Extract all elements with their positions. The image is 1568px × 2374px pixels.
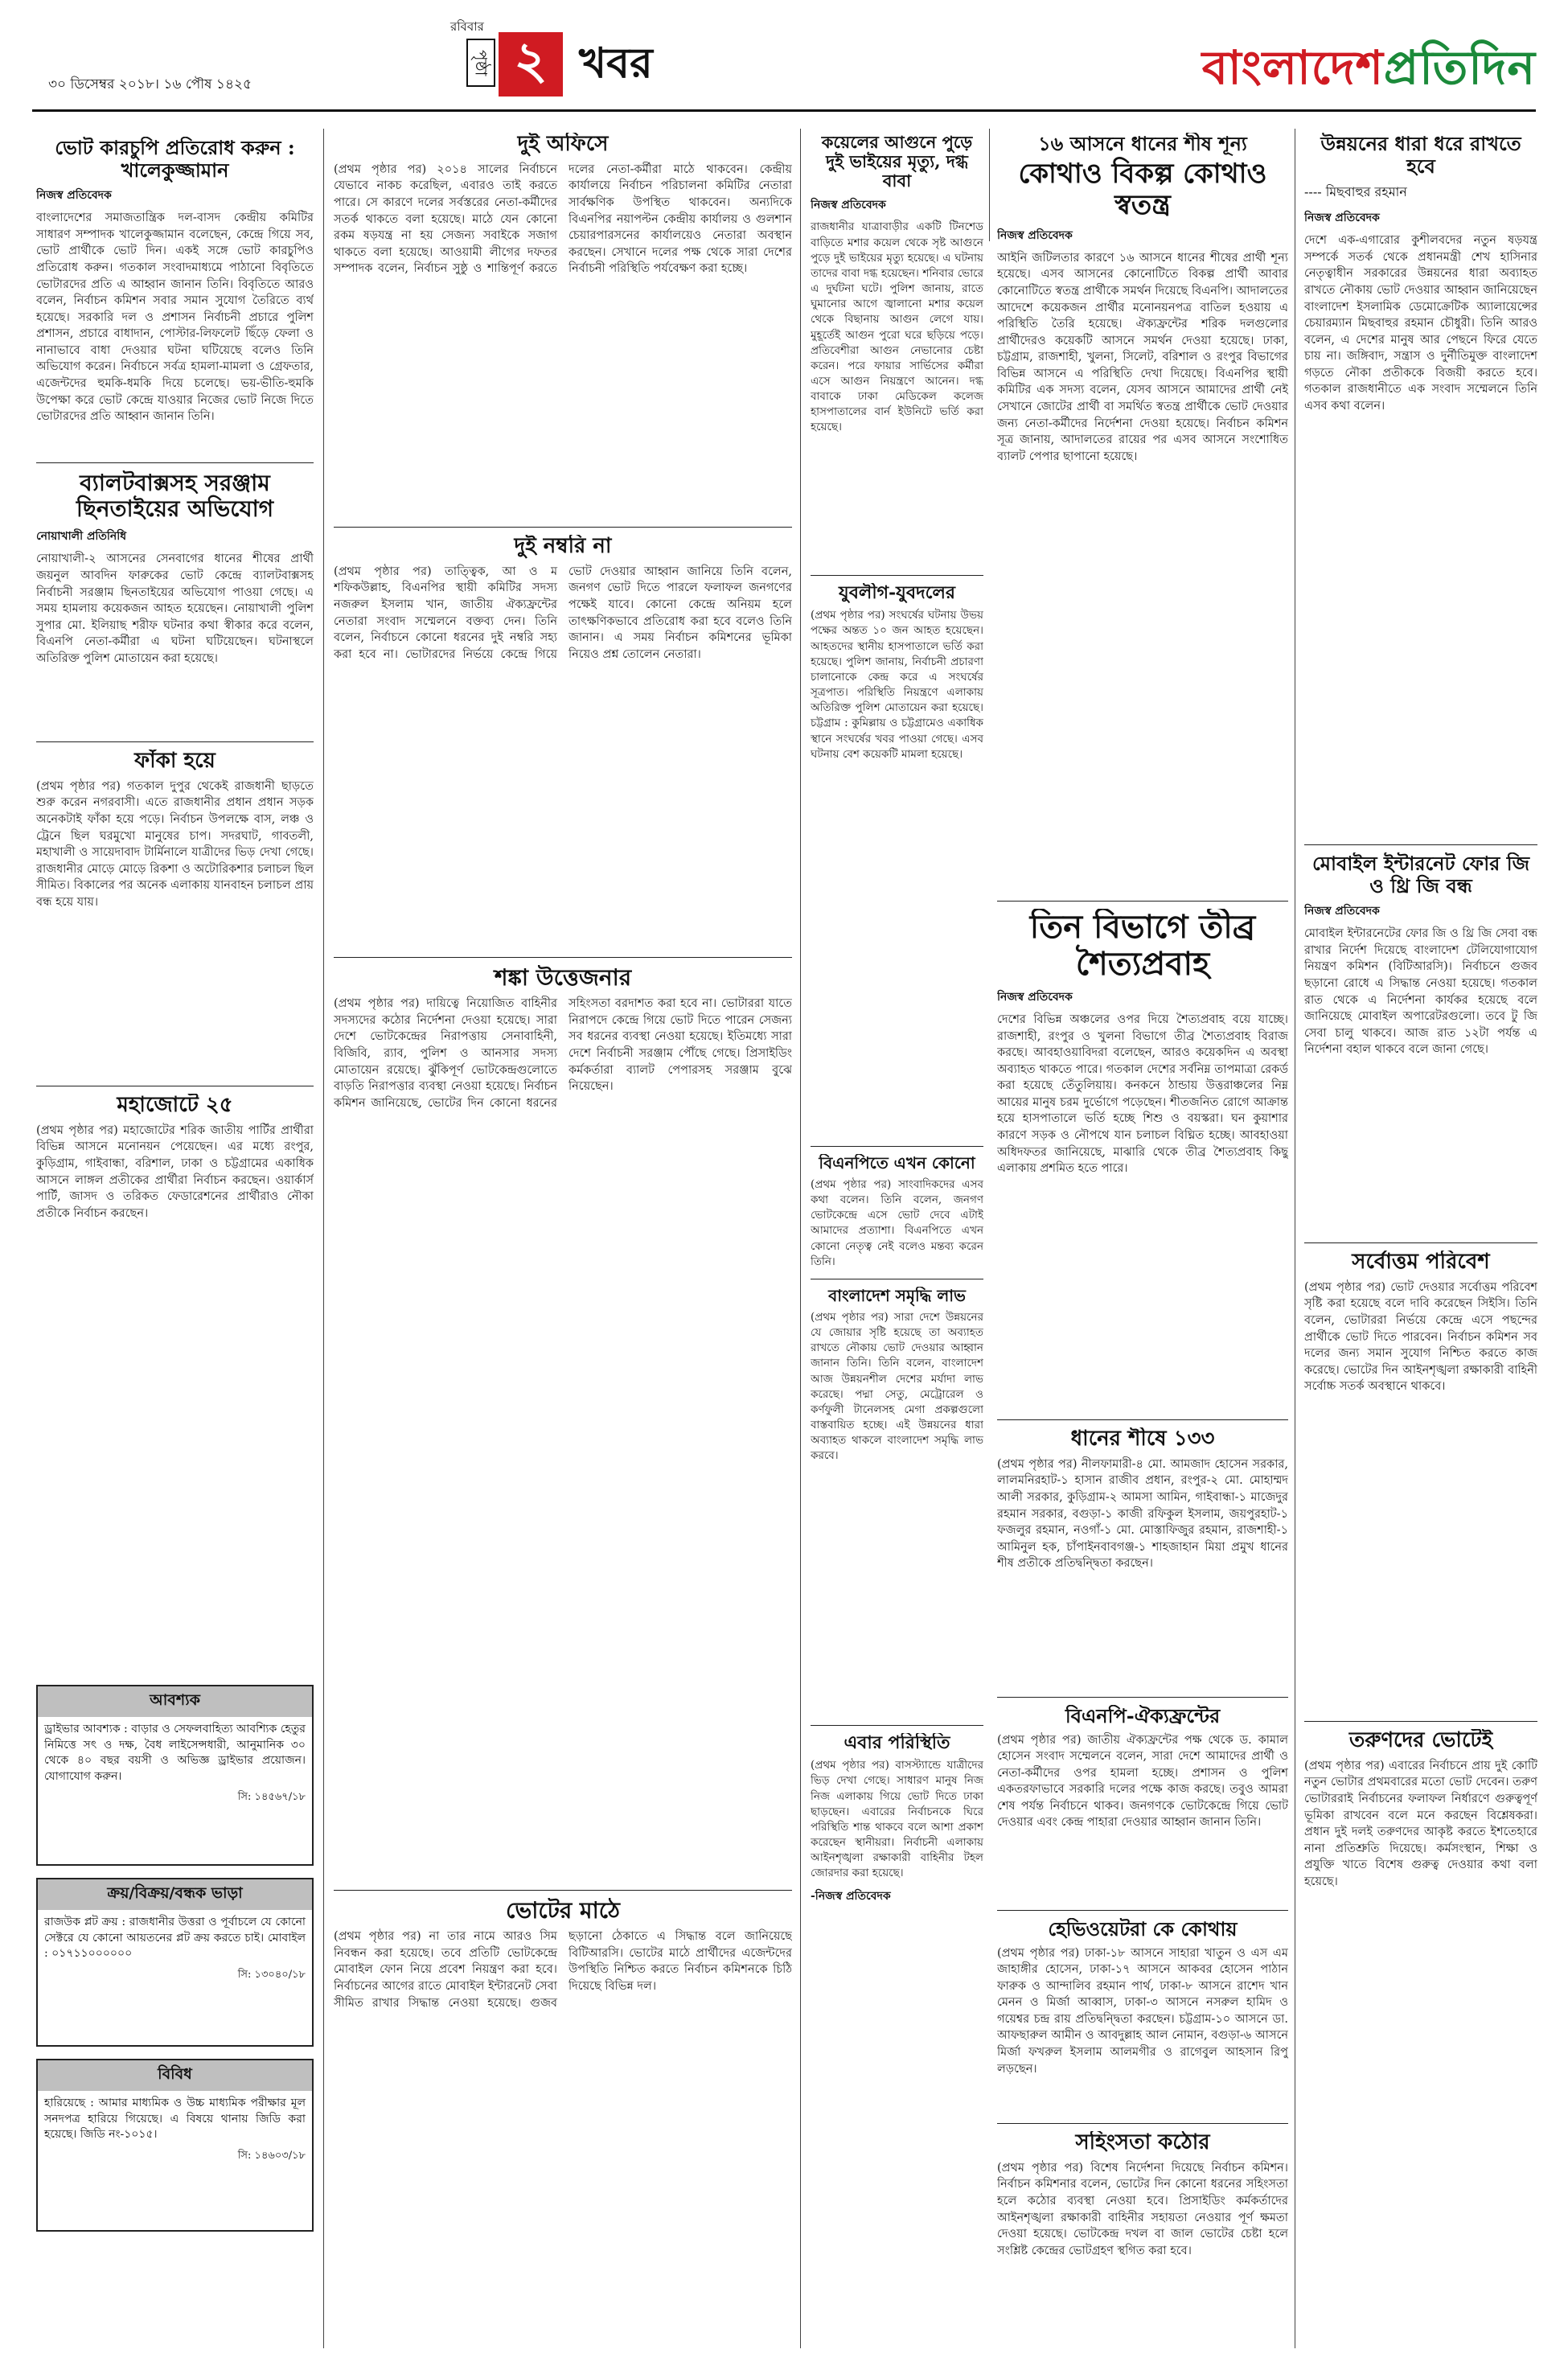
divider — [334, 1890, 792, 1891]
divider — [811, 575, 983, 576]
article-body: (প্রথম পৃষ্ঠার পর) জাতীয় ঐক্যফ্রন্টের পক্ষ থেকে ড. কামাল হোসেন সংবাদ সম্মেলনে বলেন, সারা দেশে আমাদের প্রার্থী ও নেতা-কর্মীদের ওপর হামলা হচ্ছে। প্রশাসন ও পুলিশ একতরফাভাবে সরকারি দলের পক্ষে কাজ করছে। তবুও আমরা শেষ পর্যন্ত নির্বাচনে থাকব। জনগণকে ভোটকেন্দ্রে গিয়ে ভোট দেওয়ার এবং কেন্দ্র পাহারা দেওয়ার আহ্বান জানান তিনি। — [997, 1733, 1288, 1830]
article-body: (প্রথম পৃষ্ঠার পর) দায়িত্বে নিয়োজিত বাহিনীর সদস্যদের কঠোর নির্দেশনা দেওয়া হয়েছে। সারা দেশে ভোটকেন্দ্রের নিরাপত্তায় সেনাবাহিনী, বিজিবি, র‌্যাব, পুলিশ ও আনসার সদস্য মোতায়েন রয়েছে। ঝুঁকিপূর্ণ ভোটকেন্দ্রগুলোতে বাড়তি নিরাপত্তার ব্যবস্থা নেওয়া হয়েছে। নির্বাচন কমিশন জানিয়েছে, ভোটের দিন কোনো ধরনের সহিংসতা বরদাশত করা হবে না। ভোটাররা যাতে নিরাপদে কেন্দ্রে গিয়ে ভোট দিতে পারেন সেজন্য সব ধরনের ব্যবস্থা নেওয়া হয়েছে। ইতিমধ্যে সারা দেশে নির্বাচনী সরঞ্জাম পৌঁছে গেছে। প্রিসাইডিং কর্মকর্তারা ব্যালট পেপারসহ সরঞ্জাম বুঝে নিয়েছেন। — [334, 997, 792, 1110]
divider — [1304, 1242, 1537, 1243]
classified-head: ক্রয়/বিক্রয়/বন্ধক ভাড়া — [38, 1879, 312, 1910]
headline: কয়েলের আগুনে পুড়ে দুই ভাইয়ের মৃত্যু, দগ্ধ বাবা — [821, 133, 973, 191]
column-divider — [989, 129, 990, 241]
classified-head: বিবিধ — [38, 2060, 312, 2091]
divider — [997, 1697, 1288, 1698]
classified-text: হারিয়েছে : আমার মাধ্যমিক ও উচ্চ মাধ্যমিক পরীক্ষার মূল সনদপত্র হারিয়ে গিয়েছে। এ বিষয়ে থানায় জিডি করা হয়েছে। জিডি নং-১০১৫। — [44, 2097, 306, 2142]
headline: ব্যালটবাক্সসহ সরঞ্জাম ছিনতাইয়ের অভিযোগ — [76, 470, 274, 523]
classified-head: আবশ্যক — [38, 1686, 312, 1717]
divider — [997, 901, 1288, 902]
page-word: পৃষ্ঠা — [466, 39, 495, 87]
column-divider — [323, 129, 324, 2348]
logo-main: বাংলাদেশ — [1201, 40, 1384, 95]
story-development — [1304, 133, 1537, 840]
article-body: (প্রথম পৃষ্ঠার পর) সারা দেশে উন্নয়নের যে জোয়ার সৃষ্টি হয়েছে তা অব্যাহত রাখতে নৌকায় ভোট দেওয়ার আহ্বান জানান তিনি। তিনি বলেন, বাংলাদেশ আজ উন্নয়নশীল দেশের মর্যাদা লাভ করেছে। পদ্মা সেতু, মেট্রোরেল ও কর্ণফুলী টানেলসহ মেগা প্রকল্পগুলো বাস্তবায়িত হচ্ছে। এই উন্নয়নের ধারা অব্যাহত থাকলে বাংলাদেশ সমৃদ্ধি লাভ করবে। — [811, 1311, 983, 1463]
article-body: মোবাইল ইন্টারনেটের ফোর জি ও থ্রি জি সেবা বন্ধ রাখার নির্দেশ দিয়েছে বাংলাদেশ টেলিযোগাযোগ নিয়ন্ত্রণ কমিশন (বিটিআরসি)। নির্বাচনে গুজব ছড়ানো রোধে এ সিদ্ধান্ত নেওয়া হয়েছে। গতকাল রাত থেকে এ নির্দেশনা কার্যকর হয়েছে বলে জানিয়েছে মোবাইল অপারেটরগুলো। তবে টু জি সেবা চালু থাকবে। আজ রাত ১২টা পর্যন্ত এ নির্দেশনা বহাল থাকবে বলে জানা গেছে। — [1304, 927, 1537, 1057]
byline: নিজস্ব প্রতিবেদক — [997, 228, 1073, 242]
column-divider — [800, 129, 801, 2348]
byline: -নিজস্ব প্রতিবেদক — [811, 1889, 891, 1903]
article-body: (প্রথম পৃষ্ঠার পর) না তার নামে আরও সিম নিবন্ধন করা হয়েছে। তবে প্রতিটি ভোটকেন্দ্রে মোবাইল ফোন নিয়ে প্রবেশ নিয়ন্ত্রণ করা হবে। নির্বাচনের আগের রাতে মোবাইল ইন্টারনেট সেবা সীমিত রাখার সিদ্ধান্ত নেওয়া হয়েছে। গুজব ছড়ানো ঠেকাতে এ সিদ্ধান্ত বলে জানিয়েছে বিটিআরসি। ভোটের মাঠে প্রার্থীদের এজেন্টদের উপস্থিতি নিশ্চিত করতে নির্বাচন কমিশনকে চিঠি দিয়েছে বিভিন্ন দল। — [334, 1930, 792, 2010]
classified-buy-sell — [36, 1878, 314, 2047]
headline: ভোটের মাঠে — [506, 1898, 620, 1924]
story-no-fraud — [334, 535, 792, 953]
divider — [811, 1725, 983, 1726]
article-body: (প্রথম পৃষ্ঠার পর) ভোট দেওয়ার সর্বোত্তম পরিবেশ সৃষ্টি করা হয়েছে বলে দাবি করেছেন সিইসি। তিনি বলেন, ভোটাররা নির্ভয়ে কেন্দ্রে এসে পছন্দের প্রার্থীকে ভোট দিতে পারবেন। নির্বাচন কমিশন সব দলের জন্য সমান সুযোগ নিশ্চিত করতে কাজ করেছে। ভোটের দিন আইনশৃঙ্খলা রক্ষাকারী বাহিনী সর্বোচ্চ সতর্ক অবস্থানে থাকবে। — [1304, 1280, 1537, 1394]
article-body: (প্রথম পৃষ্ঠার পর) এবারের নির্বাচনে প্রায় দুই কোটি নতুন ভোটার প্রথমবারের মতো ভোট দেবেন। তরুণ ভোটাররাই নির্বাচনের ফলাফল নির্ধারণে গুরুত্বপূর্ণ ভূমিকা রাখবেন বলে মনে করছেন বিশ্লেষকরা। প্রধান দুই দলই তরুণদের আকৃষ্ট করতে ইশতেহারে নানা প্রতিশ্রুতি দিয়েছে। কর্মসংস্থান, শিক্ষা ও প্রযুক্তি খাতে বিশেষ গুরুত্ব দেওয়ার কথা বলা হয়েছে। — [1304, 1759, 1537, 1888]
story-best-environment — [1304, 1251, 1537, 1717]
divider — [997, 1910, 1288, 1911]
classified-ref: সি: ১৪৬০৩/১৮ — [237, 2149, 306, 2162]
issue-date: ৩০ ডিসেম্বর ২০১৮। ১৬ পৌষ ১৪২৫ — [48, 76, 252, 92]
byline: নিজস্ব প্রতিবেদক — [1304, 905, 1380, 918]
byline: নিজস্ব প্রতিবেদক — [811, 199, 886, 212]
article-body: রাজধানীর যাত্রাবাড়ীর একটি টিনশেড বাড়িতে মশার কয়েল থেকে সৃষ্ট আগুনে পুড়ে দুই ভাইয়ের মৃত্যু হয়েছে। এ ঘটনায় তাদের বাবা দগ্ধ হয়েছেন। শনিবার ভোরে এ দুর্ঘটনা ঘটে। পুলিশ জানায়, রাতে ঘুমানোর আগে জ্বালানো মশার কয়েল থেকে বিছানায় আগুন লেগে যায়। মুহূর্তেই আগুন পুরো ঘরে ছড়িয়ে পড়ে। প্রতিবেশীরা আগুন নেভানোর চেষ্টা করেন। পরে ফায়ার সার্ভিসের কর্মীরা এসে আগুন নিয়ন্ত্রণে আনেন। দগ্ধ বাবাকে ঢাকা মেডিকেল কলেজ হাসপাতালের বার্ন ইউনিটে ভর্তি করা হয়েছে। — [811, 220, 983, 434]
article-body: (প্রথম পৃষ্ঠার পর) সাংবাদিকদের এসব কথা বলেন। তিনি বলেন, জনগণ ভোটকেন্দ্রে এসে ভোট দেবে এটাই আমাদের প্রত্যাশা। বিএনপিতে এখন কোনো নেতৃত্ব নেই বলেও মন্তব্য করেন তিনি। — [811, 1178, 983, 1268]
headline: সর্বোত্তম পরিবেশ — [1352, 1251, 1490, 1274]
headline: বিএনপিতে এখন কোনো — [819, 1154, 975, 1173]
day-label: রবিবার — [450, 19, 484, 34]
headline: বাংলাদেশ সমৃদ্ধি লাভ — [828, 1287, 966, 1305]
story-vote-rigging — [36, 137, 314, 458]
byline: নোয়াখালী প্রতিনিধি — [36, 530, 127, 544]
masthead — [32, 0, 1536, 121]
headline: যুবলীগ-যুবদলের — [839, 583, 955, 603]
newspaper-logo — [1202, 32, 1536, 110]
classified-wanted — [36, 1685, 314, 1866]
byline: নিজস্ব প্রতিবেদক — [36, 189, 112, 203]
article-body: (প্রথম পৃষ্ঠার পর) মহাজোটের শরিক জাতীয় পার্টির প্রার্থীরা বিভিন্ন আসনে মনোনয়ন পেয়েছেন। এর মধ্যে রংপুর, কুড়িগ্রাম, গাইবান্ধা, বরিশাল, ঢাকা ও চট্টগ্রামের একাধিক আসনে লাঙ্গল প্রতীকের প্রার্থীরা নির্বাচন করছেন। ওয়ার্কার্স পার্টি, জাসদ ও তরিকত ফেডারেশনের প্রার্থীরাও নৌকা প্রতীকে নির্বাচন করছেন। — [36, 1123, 314, 1220]
story-empty-city — [36, 750, 314, 1079]
divider — [334, 957, 792, 958]
article-body: (প্রথম পৃষ্ঠার পর) সংঘর্ষের ঘটনায় উভয় পক্ষের অন্তত ১০ জন আহত হয়েছেন। আহতদের স্থানীয় হাসপাতালে ভর্তি করা হয়েছে। পুলিশ জানায়, নির্বাচনী প্রচারণা চালানোকে কেন্দ্র করে এ সংঘর্ষের সূত্রপাত। পরিস্থিতি নিয়ন্ত্রণে এলাকায় অতিরিক্ত পুলিশ মোতায়েন করা হয়েছে। চট্টগ্রাম : কুমিল্লায় ও চট্টগ্রামেও একাধিক স্থানে সংঘর্ষের খবর পাওয়া গেছে। এসব ঘটনায় বেশ কয়েকটি মামলা হয়েছে। — [811, 609, 983, 761]
divider — [997, 2123, 1288, 2124]
story-paddy-sheaf — [997, 1427, 1288, 1693]
story-violence — [997, 2131, 1288, 2348]
credit: ---- মিছবাহুর রহমান — [1304, 184, 1407, 200]
headline: দুই অফিসে — [517, 133, 609, 156]
article-body: বাংলাদেশের সমাজতান্ত্রিক দল-বাসদ কেন্দ্রীয় কমিটির সাধারণ সম্পাদক খালেকুজ্জামান বলেছেন, কেন্দ্রে গিয়ে সব, ভোট প্রার্থীকে ভোট দিন। একই সঙ্গে ভোট কারচুপিও প্রতিরোধ করুন। গতকাল সংবাদমাধ্যমে পাঠানো বিবৃতিতে ভোটারদের প্রতি এ আহ্বান জানান তিনি। বিবৃতিতে আরও বলেন, নির্বাচন কমিশন সবার সমান সুযোগ তৈরিতে ব্যর্থ হয়েছে। সরকারি দল ও প্রশাসন নির্বাচনী প্রচারে পুলিশ প্রশাসন, প্রচারে বাধাদান, পোস্টার-লিফলেট ছিঁড়ে ফেলা ও নানাভাবে বাধা দেওয়ার ঘটনা ঘটিয়েছে বলেও তিনি অভিযোগ করেন। নির্বাচনে সর্বত্র হামলা-মামলা ও গ্রেফতার, এজেন্টদের হুমকি-ধমকি দিয়ে চলেছে। ভয়-ভীতি-হুমকি উপেক্ষা করে ভোট কেন্দ্রে যাওয়ার নিজের ভোট নিজে দিতে ভোটারদের প্রতি আহ্বান জানান তিনি। — [36, 212, 314, 424]
divider — [1304, 844, 1537, 845]
story-situation — [811, 1733, 983, 2348]
story-tension-fear — [334, 965, 792, 1882]
story-young-voters — [1304, 1729, 1537, 2348]
headline: হেভিওয়েটরা কে কোথায় — [1048, 1918, 1238, 1941]
story-mobile-internet — [1304, 852, 1537, 1238]
article-body: দেশে এক-এগারোর কুশীলবদের নতুন ষড়যন্ত্র সম্পর্কে সতর্ক থেকে প্রধানমন্ত্রী শেখ হাসিনার নেতৃত্বাধীন সরকারের উন্নয়নের ধারা অব্যাহত রাখতে নৌকায় ভোট দেওয়ার আহ্বান জানিয়েছেন বাংলাদেশ ইসলামিক ডেমোক্রেটিক অ্যালায়েন্সের চেয়ারম্যান মিছবাহুর রহমান চৌধুরী। তিনি আরও বলেন, এ দেশের মানুষ আর পেছনে ফিরে যেতে চায় না। জঙ্গিবাদ, সন্ত্রাস ও দুর্নীতিমুক্ত বাংলাদেশ গড়তে নৌকা প্রতীককে বিজয়ী করতে হবে। গতকাল রাজধানীতে এক সংবাদ সম্মেলনে তিনি এসব কথা বলেন। — [1304, 234, 1537, 413]
classified-text: ড্রাইভার আবশ্যক : বাড়ার ও সেফলবাহিত্য আবশ্যিক হেতুর নিমিত্তে সৎ ও দক্ষ, বৈধ লাইসেন্সধারী, আনুমানিক ৩০ থেকে ৪০ বছর বয়সী ও অভিজ্ঞ ড্রাইভার প্রয়োজন। যোগাযোগ করুন। — [44, 1723, 306, 1783]
story-heavyweights — [997, 1918, 1288, 2119]
article-body: (প্রথম পৃষ্ঠার পর) ২০১৪ সালের নির্বাচনে যেভাবে নাকচ করেছিল, এবারও তাই করতে পারে। সে কারণে দলের সর্বস্তরের নেতা-কর্মীদের সতর্ক থাকতে বলা হয়েছে। মাঠে যেন কোনো রকম ষড়যন্ত্র না হয় সেজন্য সবাইকে সজাগ থাকতে বলা হয়েছে। আওয়ামী লীগের দফতর সম্পাদক বলেন, নির্বাচন সুষ্ঠু ও শান্তিপূর্ণ করতে দলের নেতা-কর্মীরা মাঠে থাকবেন। কেন্দ্রীয় কার্যালয়ে নির্বাচন পরিচালনা কমিটির নেতারা সার্বক্ষণিক উপস্থিত থাকবেন। অন্যদিকে বিএনপির নয়াপল্টন কেন্দ্রীয় কার্যালয় ও গুলশান চেয়ারপারসনের কার্যালয়েও নেতারা অবস্থান করছেন। সেখানে দলের পক্ষ থেকে সারা দেশের নির্বাচনী পরিস্থিতি পর্যবেক্ষণ করা হচ্ছে। — [334, 162, 792, 276]
headline: শঙ্কা উত্তেজনার — [494, 965, 632, 991]
classified-misc — [36, 2059, 314, 2232]
headline: তরুণদের ভোটেই — [1348, 1729, 1493, 1752]
story-sixteen-seats — [997, 133, 1288, 897]
section-title: খবর — [579, 39, 653, 88]
headline: দুই নম্বরি না — [514, 535, 612, 558]
article-body: আইনি জটিলতার কারণে ১৬ আসনে ধানের শীষের প্রার্থী শূন্য হয়েছে। এসব আসনের কোনোটিতে বিকল্প প্রার্থী আবার কোনোটিতে স্বতন্ত্র প্রার্থীকে সমর্থন দিয়েছে বিএনপি। আদালতের আদেশে কয়েকজন প্রার্থীর মনোনয়নপত্র বাতিল হওয়ায় এ পরিস্থিতি তৈরি হয়েছে। ঐক্যফ্রন্টের শরিক দলগুলোর প্রার্থীদেরও কয়েকটি আসনে সমর্থন দেওয়া হয়েছে। ঢাকা, চট্টগ্রাম, রাজশাহী, খুলনা, সিলেট, বরিশাল ও রংপুর বিভাগের বিভিন্ন আসনে এ পরিস্থিতি দেখা দিয়েছে। বিএনপির স্থায়ী কমিটির এক সদস্য বলেন, যেসব আসনে আমাদের প্রার্থী নেই সেখানে জোটের প্রার্থী বা সমর্থিত স্বতন্ত্র প্রার্থীকে ভোট দেওয়ার জন্য নেতা-কর্মীদের নির্দেশনা দেওয়া হয়েছে। নির্বাচন কমিশন সূত্র জানায়, আদালতের রায়ের পর এসব আসনে সংশোধিত ব্যালট পেপার ছাপানো হয়েছে। — [997, 251, 1288, 463]
classified-text: রাজউক প্লট ক্রয় : রাজধানীর উত্তরা ও পূর্বাচলে যে কোনো সেক্টরে যে কোনো আয়তনের প্লট ক্রয় করতে চাই। মোবাইল : ০১৭১১০০০০০০ — [44, 1916, 306, 1961]
divider — [1304, 1721, 1537, 1722]
article-body: (প্রথম পৃষ্ঠার পর) বিশেষ নির্দেশনা দিয়েছে নির্বাচন কমিশন। নির্বাচন কমিশনার বলেন, ভোটের দিন কোনো ধরনের সহিংসতা হলে কঠোর ব্যবস্থা নেওয়া হবে। প্রিসাইডিং কর্মকর্তাদের আইনশৃঙ্খলা রক্ষাকারী বাহিনীর সহায়তা নেওয়ার পূর্ণ ক্ষমতা দেওয়া হয়েছে। ভোটকেন্দ্র দখল বা জাল ভোটের চেষ্টা হলে সংশ্লিষ্ট কেন্দ্রের ভোটগ্রহণ স্থগিত করা হবে। — [997, 2161, 1288, 2257]
story-cold-wave — [997, 909, 1288, 1415]
story-prosperity — [811, 1287, 983, 1721]
page-number: ২ — [499, 32, 563, 97]
story-coil-fire — [811, 133, 983, 571]
headline: ধানের শীষে ১৩৩ — [1070, 1427, 1215, 1451]
article-body: দেশের বিভিন্ন অঞ্চলের ওপর দিয়ে শৈত্যপ্রবাহ বয়ে যাচ্ছে। রাজশাহী, রংপুর ও খুলনা বিভাগে তীব্র শৈত্যপ্রবাহ বিরাজ করছে। আবহাওয়াবিদরা বলেছেন, আরও কয়েকদিন এ অবস্থা অব্যাহত থাকতে পারে। গতকাল দেশের সর্বনিম্ন তাপমাত্রা রেকর্ড করা হয়েছে তেঁতুলিয়ায়। কনকনে ঠান্ডায় উত্তরাঞ্চলের নিম্ন আয়ের মানুষ চরম দুর্ভোগে পড়েছেন। শীতজনিত রোগে আক্রান্ত হয়ে হাসপাতালে ভর্তি হচ্ছে শিশু ও বয়স্করা। ঘন কুয়াশার কারণে সড়ক ও নৌপথে যান চলাচল বিঘ্নিত হচ্ছে। আবহাওয়া অধিদফতর জানিয়েছে, মাঝারি থেকে তীব্র শৈত্যপ্রবাহ কিছু এলাকায় প্রশমিত হতে পারে। — [997, 1013, 1288, 1176]
story-vote-field — [334, 1898, 792, 2348]
divider — [334, 527, 792, 528]
classified-ref: সি: ১৩০৪০/১৮ — [237, 1968, 306, 1981]
article-body: (প্রথম পৃষ্ঠার পর) তাত্ত্বিক, আ ও ম শফিকউল্লাহ, বিএনপির স্থায়ী কমিটির সদস্য নজরুল ইসলাম খান, জাতীয় ঐক্যফ্রন্টের নেতারা সংবাদ সম্মেলনে বক্তব্য দেন। তিনি বলেন, নির্বাচনে কোনো ধরনের দুই নম্বরি সহ্য করা হবে না। ভোটারদের নির্ভয়ে কেন্দ্রে গিয়ে ভোট দেওয়ার আহ্বান জানিয়ে তিনি বলেন, জনগণ ভোট দিতে পারলে ফলাফল জনগণের পক্ষেই যাবে। কোনো কেন্দ্রে অনিয়ম হলে তাৎক্ষণিকভাবে প্রতিরোধ করা হবে বলেও তিনি জানান। এ সময় নির্বাচন কমিশনের ভূমিকা নিয়েও প্রশ্ন তোলেন নেতারা। — [334, 565, 792, 661]
logo-accent: প্রতিদিন — [1383, 40, 1536, 95]
article-body: (প্রথম পৃষ্ঠার পর) গতকাল দুপুর থেকেই রাজধানী ছাড়তে শুরু করেন নগরবাসী। এতে রাজধানীর প্রধান প্রধান সড়ক অনেকটাই ফাঁকা হয়ে পড়ে। নির্বাচন উপলক্ষে বাস, লঞ্চ ও ট্রেনে ছিল ঘরমুখো মানুষের চাপ। সদরঘাট, গাবতলী, মহাখালী ও সায়েদাবাদ টার্মিনালে যাত্রীদের ভিড় দেখা গেছে। রাজধানীর মোড়ে মোড়ে রিকশা ও অটোরিকশার চলাচল ছিল সীমিত। বিকালের পর অনেক এলাকায় যানবাহন চলাচল প্রায় বন্ধ হয়ে যায়। — [36, 779, 314, 909]
headline: তিন বিভাগে তীব্র শৈত্যপ্রবাহ — [1029, 909, 1256, 983]
headline: বিএনপি-ঐক্যফ্রন্টের — [1065, 1705, 1221, 1727]
headline: মহাজোটে ২৫ — [117, 1094, 233, 1117]
article-body: (প্রথম পৃষ্ঠার পর) নীলফামারী-৪ মো. আমজাদ হোসেন সরকার, লালমনিরহাট-১ হাসান রাজীব প্রধান, রংপুর-২ মো. মোহাম্মদ আলী সরকার, কুড়িগ্রাম-২ আমসা আমিন, গাইবান্ধা-১ মাজেদুর রহমান সরকার, বগুড়া-১ কাজী রফিকুল ইসলাম, জয়পুরহাট-১ ফজলুর রহমান, নওগাঁ-১ মো. মোস্তাফিজুর রহমান, রাজশাহী-১ আমিনুল হক, চাঁপাইনবাবগঞ্জ-১ শাহজাহান মিয়া প্রমুখ ধানের শীষ প্রতীকে প্রতিদ্বন্দ্বিতা করছেন। — [997, 1457, 1288, 1571]
headline: ফাঁকা হয়ে — [134, 750, 215, 773]
article-body: (প্রথম পৃষ্ঠার পর) বাসস্ট্যান্ডে যাত্রীদের ভিড় দেখা গেছে। সাধারণ মানুষ নিজ নিজ এলাকায় গিয়ে ভোট দিতে ঢাকা ছাড়ছেন। এবারের নির্বাচনকে ঘিরে পরিস্থিতি শান্ত থাকবে বলে আশা প্রকাশ করেছেন স্থানীয়রা। নির্বাচনী এলাকায় আইনশৃঙ্খলা রক্ষাকারী বাহিনীর টহল জোরদার করা হয়েছে। — [811, 1759, 983, 1880]
story-grand-alliance — [36, 1094, 314, 1673]
byline: নিজস্ব প্রতিবেদক — [997, 991, 1073, 1004]
headline: ভোট কারচুপি প্রতিরোধ করুন : খালেকুজ্জামান — [55, 137, 295, 182]
story-bnp-now — [811, 1154, 983, 1275]
article-body: নোয়াখালী-২ আসনের সেনবাগের ধানের শীষের প্রার্থী জয়নুল আবদিন ফারুকের ভোট কেন্দ্রে ব্যালটবাক্সসহ নির্বাচনী সরঞ্জাম ছিনতাইয়ের অভিযোগ পাওয়া গেছে। এ সময় হামলায় কয়েকজন আহত হয়েছেন। নোয়াখালী পুলিশ সুপার মো. ইলিয়াছ শরীফ ঘটনার কথা স্বীকার করে বলেন, বিএনপি নেতা-কর্মীরা এ ঘটনা ঘটিয়েছেন। ঘটনাস্থলে অতিরিক্ত পুলিশ মোতায়েন করা হয়েছে। — [36, 552, 314, 665]
divider — [811, 1146, 983, 1147]
story-youth-clash — [811, 583, 983, 1142]
divider — [997, 1419, 1288, 1420]
kicker: ১৬ আসনে ধানের শীষ শূন্য — [1038, 133, 1247, 155]
masthead-rule — [32, 109, 1536, 112]
divider — [36, 741, 314, 742]
headline: মোবাইল ইন্টারনেট ফোর জি ও থ্রি জি বন্ধ — [1311, 852, 1530, 897]
headline: উন্নয়নের ধারা ধরে রাখতে হবে — [1320, 133, 1521, 178]
headline: কোথাও বিকল্প কোথাও স্বতন্ত্র — [1018, 157, 1267, 221]
story-two-offices — [334, 133, 792, 523]
story-ballot-box — [36, 470, 314, 736]
classified-ref: সি: ১৪৫৬৭/১৮ — [237, 1791, 306, 1804]
headline: সহিংসতা কঠোর — [1075, 2131, 1210, 2154]
story-unity-front — [997, 1705, 1288, 1906]
divider — [36, 462, 314, 463]
byline: নিজস্ব প্রতিবেদক — [1304, 212, 1380, 225]
article-body: (প্রথম পৃষ্ঠার পর) ঢাকা-১৮ আসনে সাহারা খাতুন ও এস এম জাহাঙ্গীর হোসেন, ঢাকা-১৭ আসনে আকবর হোসেন পাঠান ফারুক ও আন্দালিব রহমান পার্থ, ঢাকা-৮ আসনে রাশেদ খান মেনন ও মির্জা আব্বাস, ঢাকা-৩ আসনে নসরুল হামিদ ও গয়েশ্বর চন্দ্র রায় প্রতিদ্বন্দ্বিতা করছেন। চট্টগ্রাম-১০ আসনে ডা. আফছারুল আমীন ও আবদুল্লাহ আল নোমান, বগুড়া-৬ আসনে মির্জা ফখরুল ইসলাম আলমগীর ও রাগেবুল আহসান রিপু লড়ছেন। — [997, 1946, 1288, 2076]
headline: এবার পরিস্থিতি — [844, 1733, 950, 1753]
